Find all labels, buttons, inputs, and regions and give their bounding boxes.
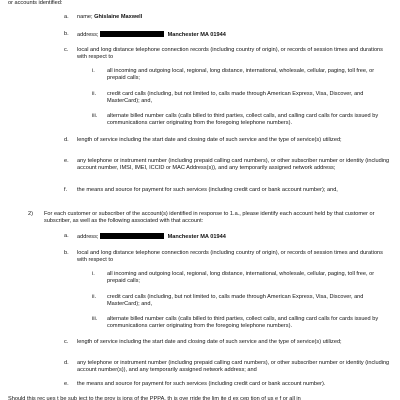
s2-e-text: the means and source for payment for such services (including credit card or bank account number).	[77, 381, 326, 387]
s1-a-marker: a.	[64, 14, 69, 20]
s1-a-text	[77, 14, 394, 21]
s1-c-text: local and long distance telephone connection records (including country of origin), or records of session times and durations with respect to	[77, 47, 383, 60]
s2-b-ii-text: credit card calls (including, but not limited to, calls made through American Express, Visa, Discover, and MasterCard); and,	[107, 294, 364, 307]
s1-f-marker: f.	[64, 187, 68, 193]
redaction-box	[100, 31, 164, 37]
s2-b-ii-marker: ii.	[92, 294, 97, 300]
s1-c-iii-text: alternate billed number calls (calls billed to third parties, collect calls, and calling card calls for cards issued by communications carrier originating from the foregoing telephone numbers).	[107, 113, 379, 126]
s2-a-marker: a.	[64, 233, 69, 239]
s1-c-i-text: all incoming and outgoing local, regional, long distance, international, wholesale, cellular, paging, toll free, or prepaid calls;	[107, 68, 375, 81]
s1-c-iii-marker: iii.	[92, 113, 98, 119]
redaction-box	[100, 233, 164, 239]
s1-a-label: name;	[77, 14, 93, 20]
s2-intro: For each customer or subscriber of the account(s) identified in response to 1.a., please identify each account held by that customer or subscriber, as well as the following associated with that account:	[44, 211, 375, 224]
s1-c-ii-marker: ii.	[92, 91, 97, 97]
s2-d-marker: d.	[64, 360, 69, 366]
s1-d-text: length of service including the start date and closing date of such service and the type of service(s) utilized;	[77, 137, 342, 143]
s1-b-marker: b.	[64, 31, 69, 37]
s1-b-value: Manchester MA 01944	[167, 32, 226, 38]
s1-e-marker: e.	[64, 158, 69, 164]
s1-c-i-marker: i.	[92, 68, 95, 74]
s1-c-ii-text: credit card calls (including, but not limited to, calls made through American Express, Visa, Discover, and MasterCard); and,	[107, 91, 364, 104]
s1-d-marker: d.	[64, 137, 69, 143]
s2-a-text	[77, 233, 394, 241]
s2-b-i-marker: i.	[92, 271, 95, 277]
s2-b-text: local and long distance telephone connection records (including country of origin), or records of session times and durations with respect to	[77, 250, 383, 263]
s2-marker: 2)	[28, 211, 33, 217]
s1-b-label: address;	[77, 32, 99, 38]
s2-a-value: Manchester MA 01944	[167, 234, 226, 240]
top-line: or accounts identified:	[8, 0, 63, 6]
s2-c-text: length of service including the start date and closing date of such service and the type of service(s) utilized;	[77, 339, 342, 345]
s2-b-marker: b.	[64, 250, 69, 256]
s2-d-text: any telephone or instrument number (including prepaid calling card numbers), or other subscriber number or identity (including account number(s)), and any temporarily assigned network address; and	[77, 360, 390, 373]
s2-a-label: address;	[77, 234, 99, 240]
s2-b-iii-text: alternate billed number calls (calls billed to third parties, collect calls, and calling card calls for cards issued by communications carrier originating from the foregoing telephone numbers).	[107, 316, 379, 329]
s1-a-value: Ghislaine Maxwell	[94, 14, 143, 20]
footer-partial: Should this rec ues t be sub ject to the prov is ions of the PPPA, th is ove rride the lim ite d ex cep tion of us e f or all in	[8, 396, 301, 400]
s2-b-i-text: all incoming and outgoing local, regional, long distance, international, wholesale, cellular, paging, toll free, or prepaid calls;	[107, 271, 375, 284]
s1-b-text	[77, 31, 394, 39]
s1-c-marker: c.	[64, 47, 69, 53]
s2-e-marker: e.	[64, 381, 69, 387]
s1-f-text: the means and source for payment for such services (including credit card or bank account number); and,	[77, 187, 338, 193]
s2-c-marker: c.	[64, 339, 69, 345]
s1-e-text: any telephone or instrument number (including prepaid calling card numbers), or other subscriber number or identity (including account number, IMSI, IMEI, ICCID or MAC Address(s)), and any temporarily assigned network address;	[77, 158, 390, 171]
s2-b-iii-marker: iii.	[92, 316, 98, 322]
